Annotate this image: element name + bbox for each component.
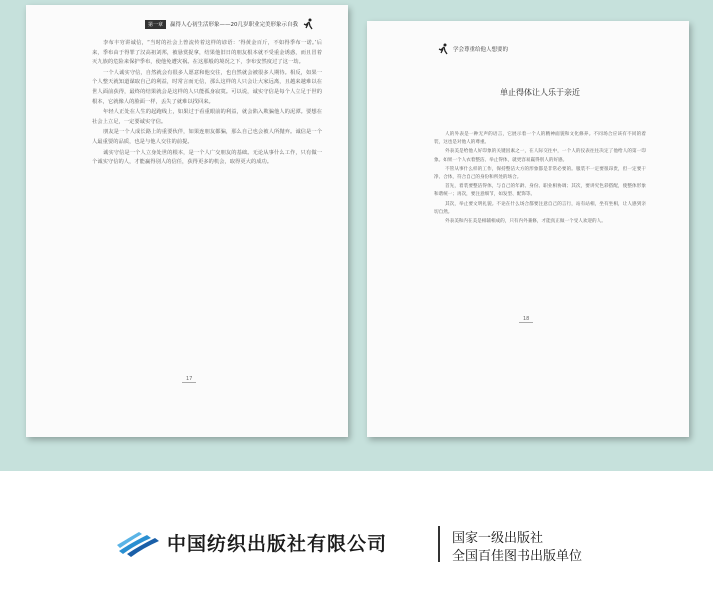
running-head [145,18,314,30]
paragraph: 诚实守信是一个人立身处世的根本，是一个人广交朋友的基础。无论从事什么工作，只有做一个诚实守信的人，才能赢得别人的信任，获得更多的机会，取得更大的成功。 [92,149,322,166]
left-page-body [92,39,322,169]
paragraph: 李布丰穷讲诚信，“当时的社会上曾流传着这样的谚语：‘得黄金百斤，不如得季布一诺。’后来，季布由于得罪了汉高祖刘邦，被悬赏捉拿，结果他旧日的朋友根本就不受重金诱惑，而且冒着灭九族的危险来保护季布，使他免遭灾祸。在这那般的境况之下，李布安然度过了这一劫。 [92,40,322,66]
divider [438,526,440,562]
paragraph: 一个人诚实守信，自然就会有很多人愿意和他交往，也自然就会被很多人期待。相反，如果一个人整天就知道谋取自己的利益，时常言而无信，那么这样的人只会让大家远离，且越来越难以在世人面前获得，最终的结果就会是这样的人只能孤身寂寞。可以说，诚实守信是每个人立足于世的根本，它就像人的脸面一样，丢失了就难以找回来。 [92,69,322,105]
publisher-name: 中国纺织出版社有限公司 [167,533,388,555]
publisher-logo-icon [117,529,165,557]
running-head-text: 赢得人心初生活形象——20几岁职业完美形象示自我 [169,22,298,28]
paragraph: 不管从事什么样的工作，保持整洁大方的形象都是非常必要的。服装不一定要很昂贵，但一定要干净、合体，符合自己的身份和所处的场合。 [434,166,646,181]
tagline: 全国百佳图书出版单位 [452,549,583,564]
right-page [367,21,689,437]
chapter-tag: 第一章 [145,20,166,29]
running-head [437,43,508,55]
paragraph: 外表美是给他人好印象的关键因素之一，在人际交往中，一个人的仪表往往决定了他给人的第一印象。如果一个人衣着整洁、举止得体，就更容易赢得别人的好感。 [434,149,646,163]
paragraph: 外表美和内在美是相辅相成的，只有内外兼修，才能真正做一个受人欢迎的人。 [445,219,606,225]
runner-icon [302,18,314,30]
tagline: 国家一级出版社 [452,531,544,546]
page-number: 18 [519,316,533,323]
section-title: 单止得体让人乐于亲近 [500,88,580,97]
paragraph: 首先，着装要整洁得体，与自己的年龄、身份、职业相协调；其次，要讲究色彩搭配，使整体形象和谐统一；再次，要注意细节，如发型、配饰等。 [434,184,646,198]
paragraph: 朋友是一个人成长路上的重要伙伴，如果连朋友都骗，那么自己也会被人所抛弃。诚信是一个人最重要的品质，也是与他人交往的前提。 [92,129,322,145]
running-head-text: 学会尊重给他人想要的 [453,47,509,53]
runner-icon [437,43,449,55]
page-number: 17 [182,376,196,383]
publisher-footer [0,471,713,609]
paragraph: 其次，举止要文明礼貌。不论在什么场合都要注意自己的言行，站有站相，坐有坐相，让人感到亲切自然。 [434,201,646,215]
paragraph: 年轻人正处在人生的起跑线上，如果过于看重眼前的利益，就会陷入欺骗他人的泥潭。要想在社会上立足，一定要诚实守信。 [92,109,322,125]
paragraph: 人的外表是一种无声的语言，它展示着一个人的精神面貌和文化修养。不同场合应该有不同的着装，这也是对他人的尊重。 [434,132,646,146]
left-page [26,5,348,437]
right-page-body [434,131,646,227]
